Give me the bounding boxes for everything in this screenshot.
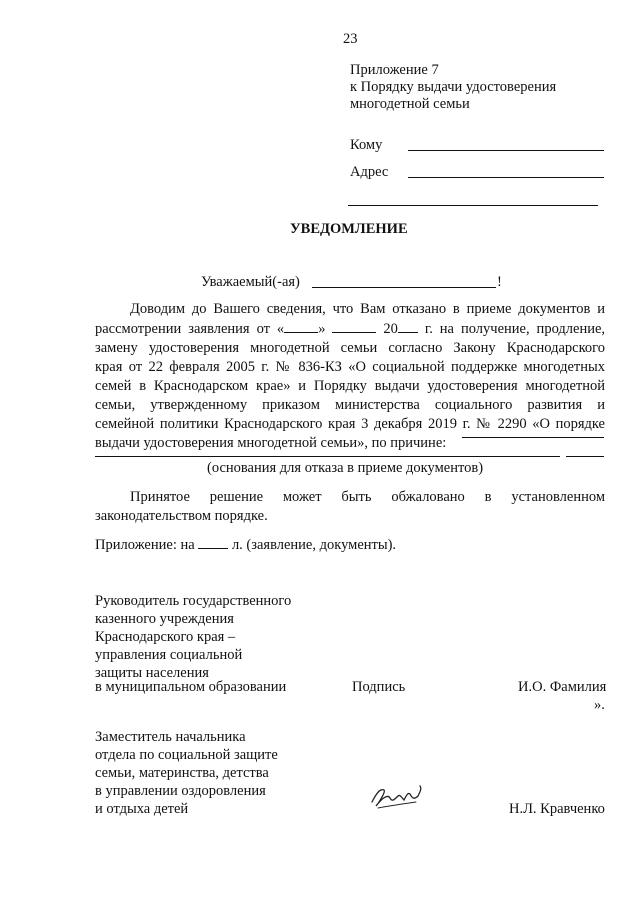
body-line-2-part-d: г. на получение, продление, [424, 321, 606, 337]
signatory1-title-line-2: казенного учреждения [95, 611, 234, 627]
address-label: Адрес [350, 164, 389, 180]
signatory1-title-line-4: управления социальной [95, 647, 243, 663]
appendix-line-2: к Порядку выдачи удостоверения [350, 79, 557, 95]
appeal-line-1: Принятое решение может быть обжаловано в установленном [130, 489, 605, 505]
closing-quote: ». [594, 697, 605, 713]
signatory1-title-line-6: в муниципальном образовании [95, 679, 287, 695]
day-field-line [284, 319, 318, 333]
attachment-prefix: Приложение: на [95, 537, 195, 553]
signatory2-name: Н.Л. Кравченко [509, 801, 605, 817]
page-number: 23 [343, 31, 358, 47]
body-line-4: края от 22 февраля 2005 г. № 836-КЗ «О социальной поддержке многодетных [95, 359, 605, 375]
body-line-1: Доводим до Вашего сведения, что Вам отказано в приеме документов и [130, 301, 605, 317]
reason-field-line-2 [95, 456, 560, 457]
signature-label: Подпись [352, 679, 406, 695]
signatory2-title-line-4: в управлении оздоровления [95, 783, 266, 799]
signatory2-title-line-2: отдела по социальной защите [95, 747, 278, 763]
year-field-line [398, 319, 418, 333]
greeting-end: ! [497, 274, 502, 290]
to-field-line [408, 150, 604, 151]
body-paragraph [95, 300, 605, 453]
appeal-line-2: законодательством порядке. [95, 508, 268, 524]
handwritten-signature [368, 782, 428, 812]
body-line-5: семей в Краснодарском крае» и Порядку выдачи удостоверения многодетной [95, 378, 605, 394]
signatory2-title-line-1: Заместитель начальника [95, 729, 246, 745]
reason-field-line-3 [566, 456, 604, 457]
signatory1-name: И.О. Фамилия [518, 679, 607, 695]
body-line-2-part-b: » [318, 321, 326, 337]
signatory2-title-line-5: и отдыха детей [95, 801, 189, 817]
attachment-line [95, 535, 396, 555]
body-line-6: семьи, утвержденному приказом министерства социального развития и [95, 397, 605, 413]
month-field-line [332, 319, 376, 333]
signatory1-title-line-3: Краснодарского края – [95, 629, 236, 645]
to-label: Кому [350, 137, 383, 153]
notice-title: УВЕДОМЛЕНИЕ [290, 221, 408, 237]
body-line-2 [95, 319, 605, 339]
reason-field-line [462, 437, 604, 438]
signatory1-title-line-5: защиты населения [95, 665, 209, 681]
signatory1-title-line-1: Руководитель государственного [95, 593, 292, 609]
attachment-suffix: л. (заявление, документы). [231, 537, 397, 553]
body-line-2-part-a: рассмотрении заявления от « [95, 321, 285, 337]
body-line-8: выдачи удостоверения многодетной семьи», по причине: [95, 435, 447, 451]
reason-caption: (основания для отказа в приеме документов) [207, 460, 484, 476]
address-field-line-2 [348, 205, 598, 206]
appendix-line-1: Приложение 7 [350, 62, 439, 78]
appeal-paragraph [95, 488, 605, 526]
body-line-2-part-c: 20 [383, 321, 398, 337]
attachment-pages-line [198, 535, 228, 549]
body-line-7: семейной политики Краснодарского края 3 декабря 2019 г. № 2290 «О порядке [95, 416, 605, 432]
appendix-line-3: многодетной семьи [350, 96, 470, 112]
greeting-text: Уважаемый(-ая) [201, 274, 300, 290]
address-field-line [408, 177, 604, 178]
body-line-3: замену удостоверения многодетной семьи согласно Закону Краснодарского [95, 340, 605, 356]
signatory2-title-line-3: семьи, материнства, детства [95, 765, 269, 781]
greeting-name-line [312, 287, 496, 288]
